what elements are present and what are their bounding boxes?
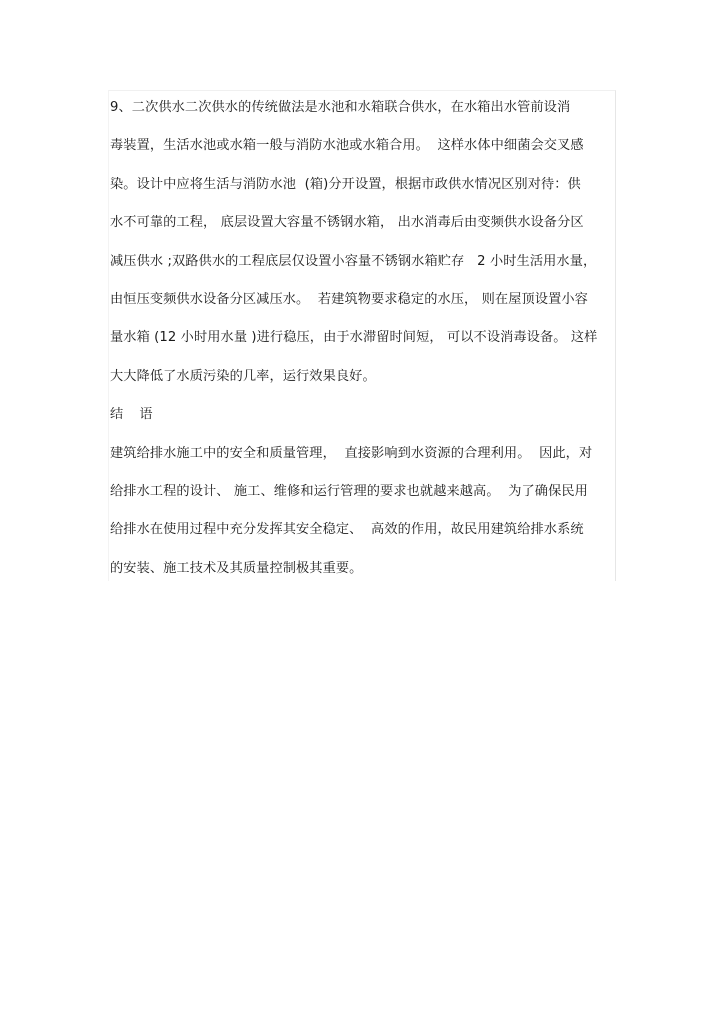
paragraph-line: 减压供水 ;双路供水的工程底层仅设置小容量不锈钢水箱贮存 2 小时生活用水量， <box>110 253 597 269</box>
paragraph-line: 染。设计中应将生活与消防水池 (箱)分开设置，根据市政供水情况区别对待：供 <box>110 176 581 192</box>
paragraph-line: 给排水工程的设计、 施工、维修和运行管理的要求也就越来越高。 为了确保民用 <box>110 483 588 499</box>
paragraph-line: 给排水在使用过程中充分发挥其安全稳定、 高效的作用，故民用建筑给排水系统 <box>110 522 584 538</box>
paragraph-line: 毒装置，生活水池或水箱一般与消防水池或水箱合用。 这样水体中细菌会交叉感 <box>110 138 584 154</box>
paragraph-line: 9、二次供水二次供水的传统做法是水池和水箱联合供水，在水箱出水管前设消 <box>110 100 571 115</box>
paragraph-line: 量水箱 (12 小时用水量 )进行稳压，由于水滞留时间短， 可以不设消毒设备。 这样 <box>110 330 598 346</box>
section-heading: 结 语 <box>110 407 159 423</box>
paragraph-line: 水不可靠的工程， 底层设置大容量不锈钢水箱， 出水消毒后由变频供水设备分区 <box>110 215 584 231</box>
paragraph-line: 的安装、施工技术及其质量控制极其重要。 <box>110 560 363 576</box>
paragraph-line: 由恒压变频供水设备分区减压水。 若建筑物要求稳定的水压， 则在屋顶设置小容 <box>110 291 588 307</box>
document-body <box>110 95 616 594</box>
paragraph-line: 建筑给排水施工中的安全和质量管理， 直接影响到水资源的合理利用。 因此，对 <box>110 445 593 461</box>
paragraph-line: 大大降低了水质污染的几率，运行效果良好。 <box>110 368 376 384</box>
